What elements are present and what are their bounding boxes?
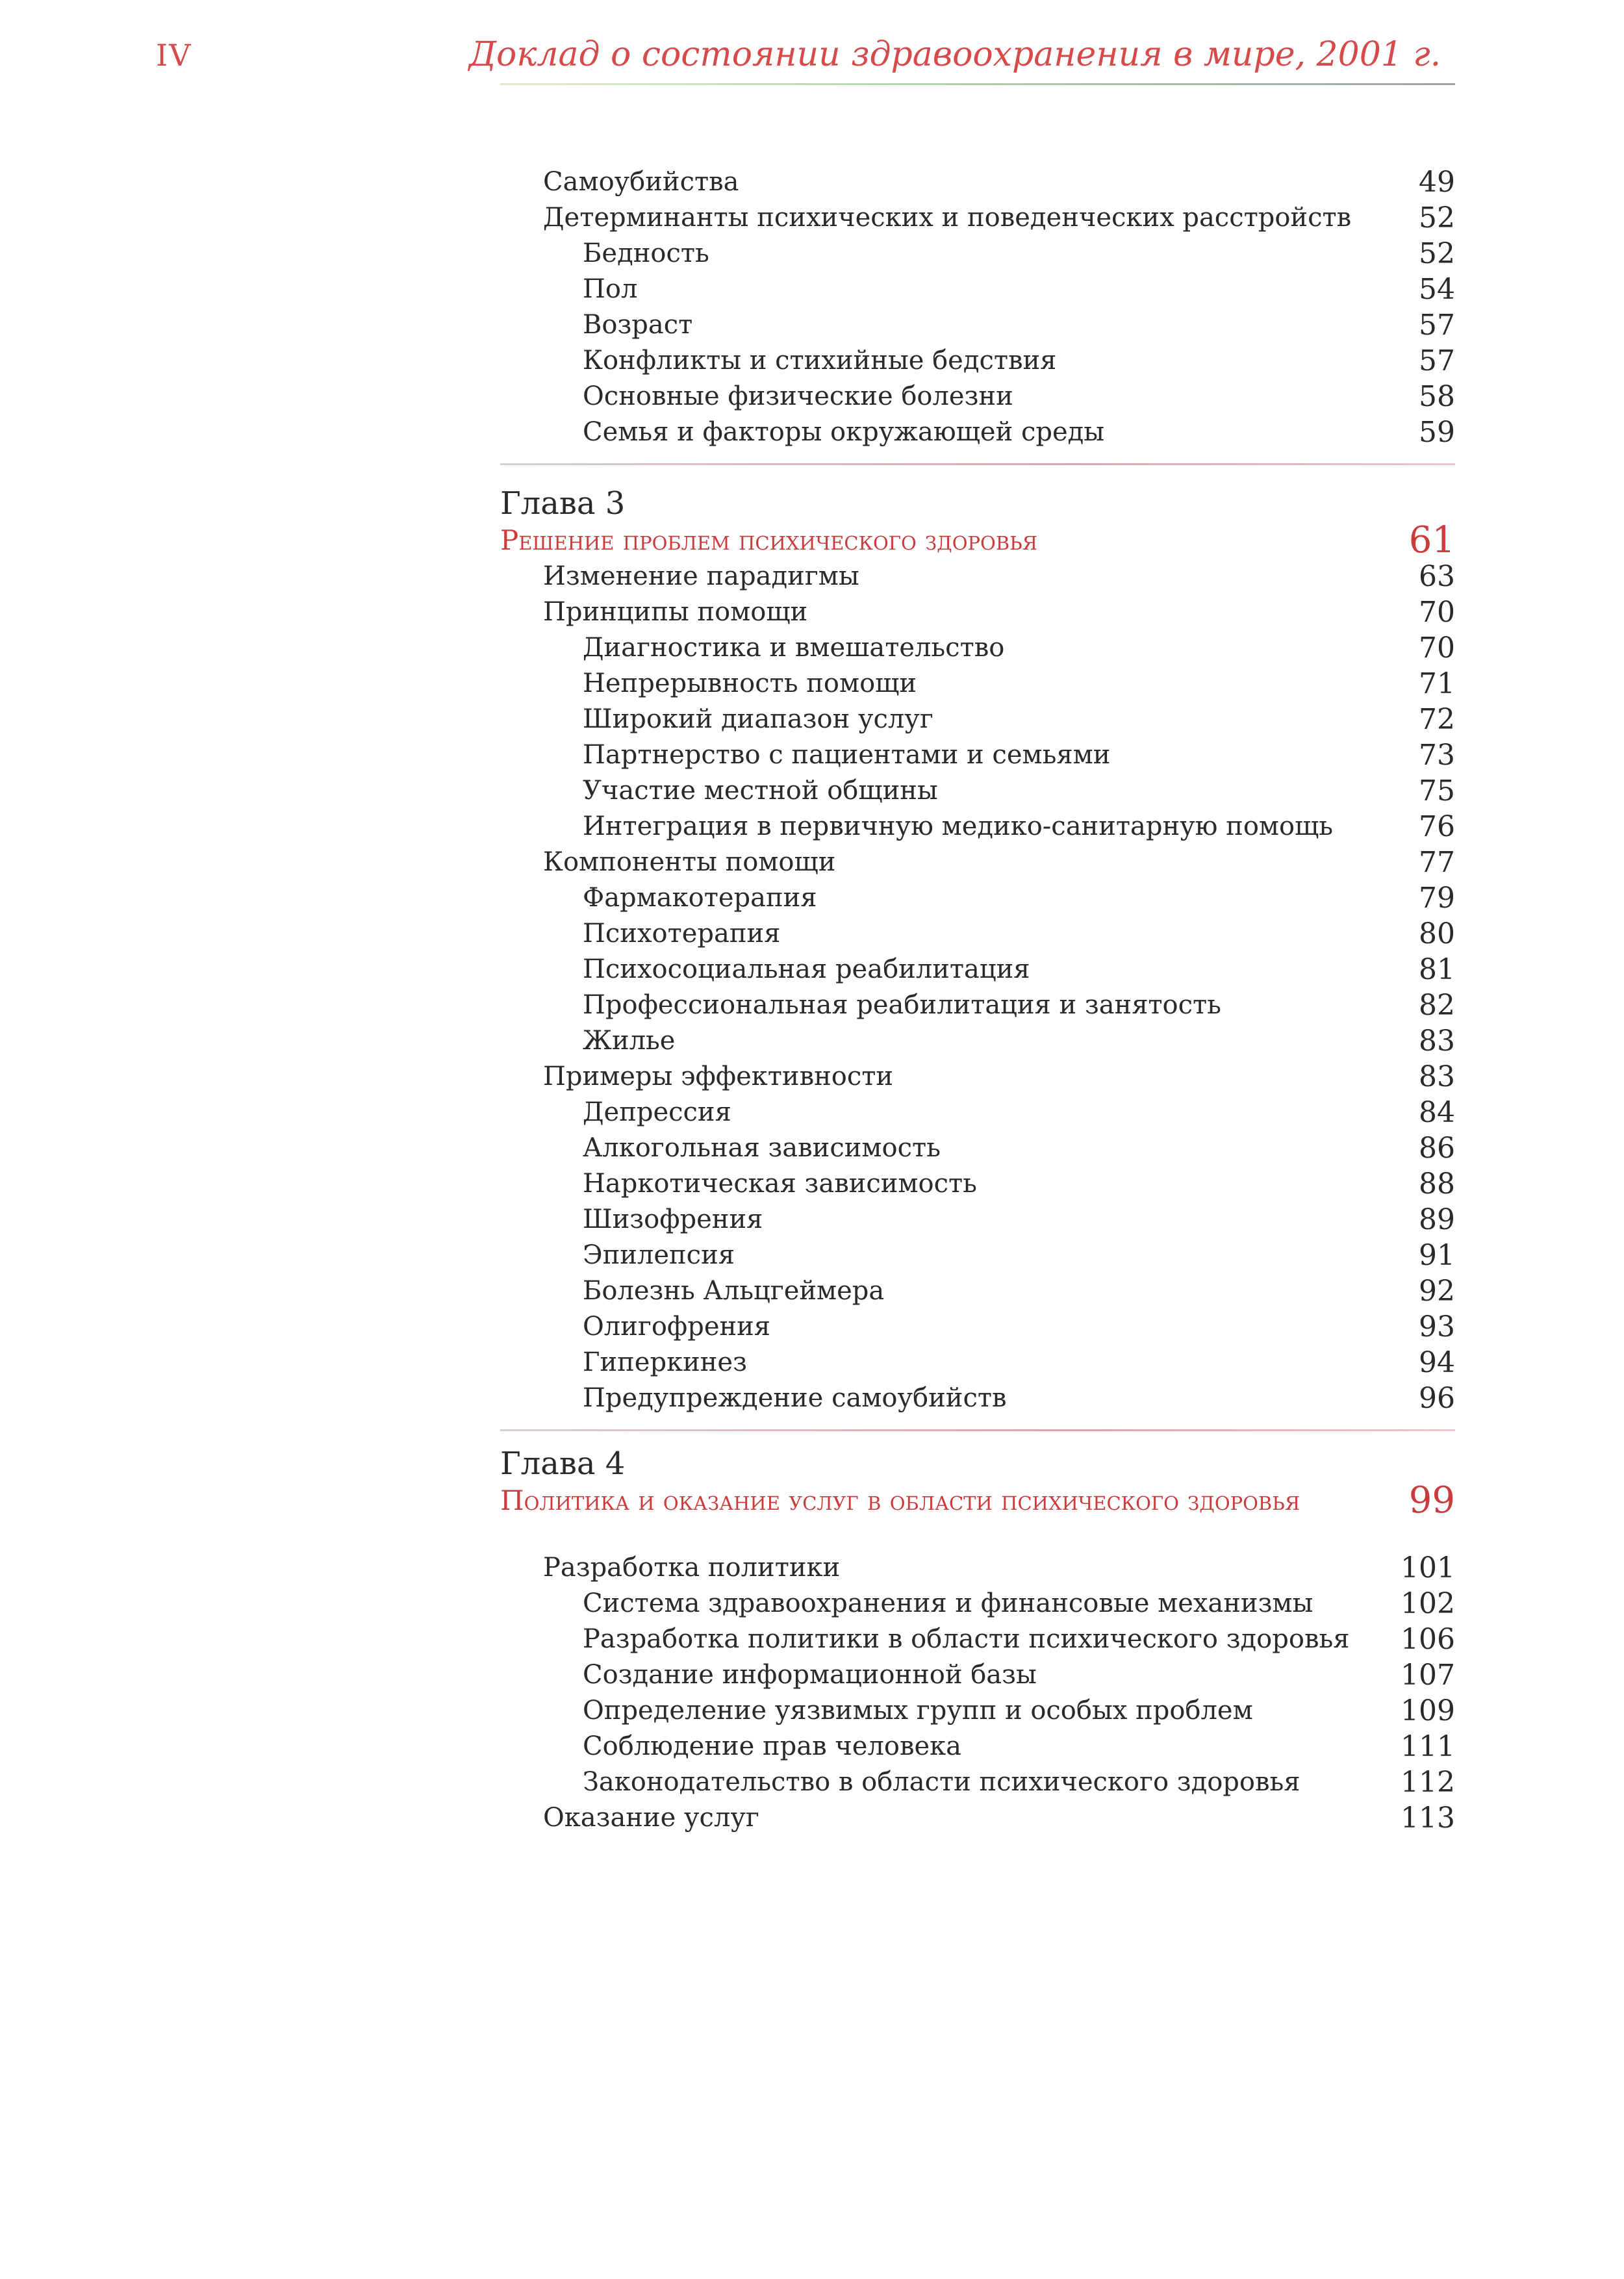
toc-entry-label: Создание информационной базы [583, 1660, 1037, 1690]
toc-entry[interactable] [500, 809, 1455, 845]
chapter-3-section [500, 481, 1455, 1431]
toc-entry-label: Психосоциальная реабилитация [583, 954, 1030, 984]
toc-entry-page: 91 [1419, 1239, 1455, 1272]
toc-entry[interactable] [500, 1764, 1455, 1800]
toc-entry[interactable] [500, 702, 1455, 737]
toc-entry-label: Изменение парадигмы [543, 561, 859, 591]
toc-entry[interactable] [500, 1023, 1455, 1059]
toc-entry[interactable] [500, 236, 1455, 272]
toc-entry-page: 82 [1419, 989, 1455, 1022]
toc-entry-label: Самоубийства [543, 167, 739, 197]
toc-entry[interactable] [500, 987, 1455, 1023]
toc-entry-page: 73 [1419, 739, 1455, 772]
toc-entry[interactable] [500, 666, 1455, 702]
toc-entry[interactable] [500, 1550, 1455, 1586]
toc-entry-label: Разработка политики [543, 1553, 841, 1583]
toc-entry-label: Болезнь Альцгеймера [583, 1276, 885, 1306]
toc-entry-page: 96 [1419, 1382, 1455, 1415]
chapter-3-heading[interactable] [500, 519, 1455, 561]
toc-entry[interactable] [500, 1693, 1455, 1729]
toc-entry-page: 86 [1419, 1132, 1455, 1165]
toc-entry[interactable] [500, 272, 1455, 307]
toc-entry-label: Интеграция в первичную медико-санитарную помощь [583, 811, 1334, 841]
toc-entry-label: Оказание услуг [543, 1803, 759, 1833]
toc-entry-label: Алкогольная зависимость [583, 1133, 941, 1163]
toc-entry-label: Профессиональная реабилитация и занятость [583, 990, 1221, 1020]
toc-entry-label: Участие местной общины [583, 776, 938, 806]
toc-entry-page: 72 [1419, 703, 1455, 736]
toc-entry-page: 59 [1419, 416, 1455, 449]
toc-entry[interactable] [500, 594, 1455, 630]
toc-entry-label: Шизофрения [583, 1204, 763, 1234]
toc-entry-label: Наркотическая зависимость [583, 1169, 977, 1199]
toc-entry-page: 109 [1401, 1694, 1455, 1727]
toc-entry[interactable] [500, 379, 1455, 414]
chapter-3-entries [500, 559, 1455, 1416]
toc-entry-page: 81 [1419, 953, 1455, 986]
toc-entry-page: 112 [1401, 1766, 1455, 1799]
chapter-4-section [500, 1441, 1455, 1836]
toc-entry[interactable] [500, 1202, 1455, 1238]
toc-entry[interactable] [500, 1657, 1455, 1693]
toc-entry-page: 79 [1419, 882, 1455, 915]
toc-entry[interactable] [500, 1622, 1455, 1657]
toc-entry-page: 84 [1419, 1096, 1455, 1129]
toc-entry-label: Фармакотерапия [583, 883, 817, 913]
toc-entry-page: 101 [1401, 1551, 1455, 1585]
toc-entry-page: 102 [1401, 1587, 1455, 1620]
toc-entry[interactable] [500, 1586, 1455, 1622]
toc-entry-label: Бедность [583, 238, 709, 268]
toc-entry-page: 71 [1419, 667, 1455, 700]
toc-entry-label: Семья и факторы окружающей среды [583, 417, 1105, 447]
toc-entry-page: 58 [1419, 380, 1455, 413]
toc-entry[interactable] [500, 164, 1455, 200]
toc-intro-section [500, 164, 1455, 465]
chapter-4-entries [500, 1550, 1455, 1836]
toc-entry-page: 49 [1419, 166, 1455, 199]
page-number: IV [156, 38, 192, 73]
toc-entry-page: 83 [1419, 1025, 1455, 1058]
toc-entry-label: Пол [583, 274, 638, 304]
toc-entry-page: 89 [1419, 1203, 1455, 1236]
toc-entry[interactable] [500, 1309, 1455, 1345]
toc-entry-label: Гиперкинез [583, 1347, 747, 1377]
header-rule [500, 83, 1455, 85]
toc-entry-label: Разработка политики в области психического здоровья [583, 1624, 1350, 1654]
toc-entry-label: Компоненты помощи [543, 847, 836, 877]
toc-entry-page: 77 [1419, 846, 1455, 879]
toc-entry[interactable] [500, 414, 1455, 450]
toc-entry[interactable] [500, 1800, 1455, 1836]
toc-entry[interactable] [500, 773, 1455, 809]
toc-entry-page: 83 [1419, 1060, 1455, 1093]
toc-entry[interactable] [500, 880, 1455, 916]
toc-entry[interactable] [500, 1381, 1455, 1416]
toc-entry-page: 75 [1419, 774, 1455, 808]
toc-entry-page: 93 [1419, 1310, 1455, 1343]
toc-entry[interactable] [500, 737, 1455, 773]
toc-entry-page: 94 [1419, 1346, 1455, 1379]
toc-entry-label: Психотерапия [583, 919, 781, 949]
toc-entry-page: 70 [1419, 596, 1455, 629]
toc-entry-label: Диагностика и вмешательство [583, 633, 1005, 663]
toc-entry-label: Конфликты и стихийные бедствия [583, 346, 1057, 376]
toc-entry-label: Система здравоохранения и финансовые механизмы [583, 1588, 1313, 1618]
toc-entry-page: 57 [1419, 344, 1455, 377]
toc-entry[interactable] [500, 1130, 1455, 1166]
chapter-4-page: 99 [1408, 1479, 1455, 1521]
chapter-3-label: Глава 3 [500, 485, 626, 522]
toc-entry-page: 80 [1419, 917, 1455, 950]
toc-entry-label: Партнерство с пациентами и семьями [583, 740, 1111, 770]
toc-entry-page: 52 [1419, 237, 1455, 270]
toc-entry-page: 106 [1401, 1623, 1455, 1656]
chapter-3-title: Решение проблем психического здоровья [500, 524, 1038, 556]
toc-entry-label: Возраст [583, 310, 693, 340]
toc-entry-page: 113 [1401, 1802, 1455, 1835]
toc-entry[interactable] [500, 200, 1455, 236]
toc-entry[interactable] [500, 1238, 1455, 1273]
toc-entry-label: Предупреждение самоубийств [583, 1383, 1007, 1413]
toc-entry-label: Детерминанты психических и поведенческих расстройств [543, 203, 1352, 233]
toc-entry-label: Законодательство в области психического здоровья [583, 1767, 1300, 1797]
toc-entry[interactable] [500, 845, 1455, 880]
toc-entry[interactable] [500, 307, 1455, 343]
toc-entry-page: 88 [1419, 1167, 1455, 1201]
toc-entry-page: 63 [1419, 560, 1455, 593]
toc-entry-page: 111 [1401, 1730, 1455, 1763]
toc-entry[interactable] [500, 952, 1455, 987]
chapter-3-page: 61 [1408, 519, 1455, 561]
section-divider [500, 1429, 1455, 1431]
chapter-4-heading[interactable] [500, 1479, 1455, 1521]
toc-entry[interactable] [500, 1273, 1455, 1309]
section-divider [500, 463, 1455, 465]
toc-entry-label: Олигофрения [583, 1312, 771, 1342]
chapter-4-label: Глава 4 [500, 1445, 626, 1482]
toc-entry[interactable] [500, 916, 1455, 952]
toc-intro-list [500, 164, 1455, 450]
toc-entry-page: 70 [1419, 631, 1455, 665]
toc-entry[interactable] [500, 559, 1455, 594]
toc-entry-label: Непрерывность помощи [583, 668, 917, 698]
toc-entry-label: Соблюдение прав человека [583, 1731, 962, 1761]
toc-entry[interactable] [500, 1166, 1455, 1202]
toc-entry[interactable] [500, 1345, 1455, 1381]
toc-entry-label: Принципы помощи [543, 597, 808, 627]
toc-entry-page: 107 [1401, 1659, 1455, 1692]
toc-entry-page: 76 [1419, 810, 1455, 843]
toc-entry[interactable] [500, 343, 1455, 379]
toc-entry-label: Основные физические болезни [583, 381, 1013, 411]
toc-entry-label: Депрессия [583, 1097, 731, 1127]
toc-entry-page: 57 [1419, 309, 1455, 342]
toc-entry-page: 92 [1419, 1275, 1455, 1308]
chapter-4-title: Политика и оказание услуг в области психического здоровья [500, 1484, 1300, 1516]
toc-entry-label: Широкий диапазон услуг [583, 704, 933, 734]
toc-entry-page: 54 [1419, 273, 1455, 306]
toc-entry[interactable] [500, 630, 1455, 666]
toc-entry-label: Жилье [583, 1026, 676, 1056]
toc-entry[interactable] [500, 1095, 1455, 1130]
toc-entry[interactable] [500, 1729, 1455, 1764]
running-title: Доклад о состоянии здравоохранения в мире, 2001 г. [468, 35, 1441, 74]
toc-entry[interactable] [500, 1059, 1455, 1095]
toc-entry-label: Примеры эффективности [543, 1062, 894, 1091]
toc-entry-page: 52 [1419, 201, 1455, 235]
toc-entry-label: Определение уязвимых групп и особых проблем [583, 1696, 1253, 1725]
toc-entry-label: Эпилепсия [583, 1240, 735, 1270]
